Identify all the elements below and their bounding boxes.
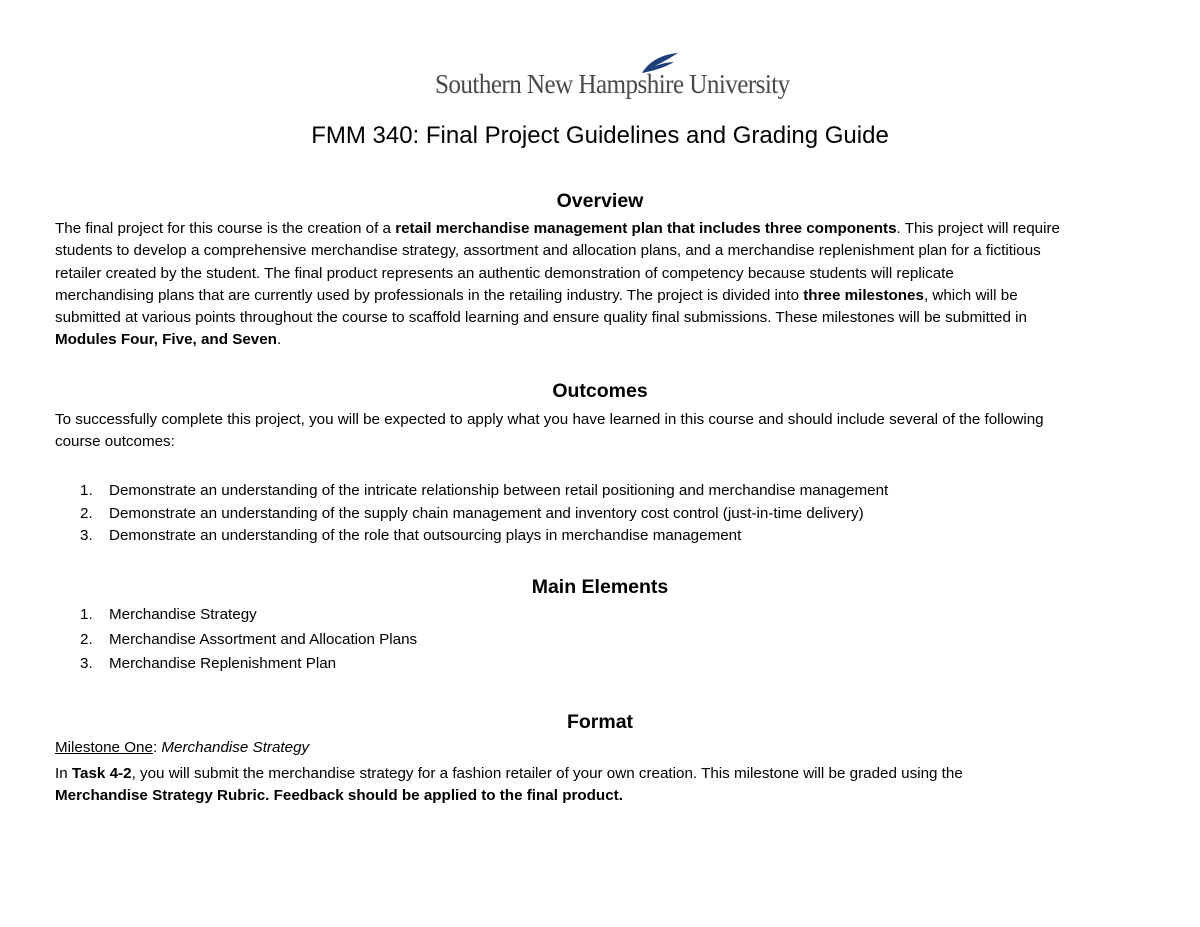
list-item: 2. Demonstrate an understanding of the supply chain management and inventory cost control (just-in-time delivery): [80, 504, 864, 522]
main-elements-heading: Main Elements: [531, 576, 669, 598]
list-item: 2. Merchandise Assortment and Allocation Plans: [80, 630, 418, 648]
overview-paragraph: [55, 218, 1155, 352]
university-name: Southern New Hampshire University: [435, 69, 790, 99]
outcomes-intro-line: To successfully complete this project, you will be expected to apply what you have learned in this course and should include several of the following: [55, 411, 1044, 428]
overview-line: submitted at various points throughout the course to scaffold learning and ensure quality final submissions. These milestones will be submitted in: [55, 309, 1027, 327]
overview-line: merchandising plans that are currently used by professionals in the retailing industry. The project is divided into three milestones, which will be: [55, 286, 1018, 304]
list-item: 1. Merchandise Strategy: [80, 606, 257, 623]
overview-line: students to develop a comprehensive merchandise strategy, assortment and allocation plans, and a merchandise replenishment plan for a fictitious: [55, 242, 1041, 260]
overview-line: retailer created by the student. The final product represents an authentic demonstration of competency because students will replicate: [55, 264, 954, 282]
overview-line: The final project for this course is the creation of a retail merchandise management plan that includes three components. This project will require: [55, 220, 1060, 237]
university-logo: [435, 52, 790, 104]
outcomes-intro-line: course outcomes:: [55, 433, 175, 451]
format-heading: Format: [566, 711, 634, 733]
main-elements-list: [80, 603, 417, 677]
overview-line: Modules Four, Five, and Seven.: [55, 331, 282, 349]
page-title: FMM 340: Final Project Guidelines and Grading Guide: [311, 122, 889, 149]
format-line: In Task 4-2, you will submit the merchandise strategy for a fashion retailer of your own creation. This milestone will be graded using the: [55, 765, 963, 782]
outcomes-heading: Outcomes: [552, 380, 648, 402]
list-item: 3. Merchandise Replenishment Plan: [80, 655, 337, 672]
list-item: 3. Demonstrate an understanding of the role that outsourcing plays in merchandise management: [80, 527, 742, 545]
list-item: 1. Demonstrate an understanding of the intricate relationship between retail positioning and merchandise management: [80, 482, 889, 499]
outcomes-intro: [55, 409, 1155, 454]
overview-heading: Overview: [556, 190, 644, 212]
milestone-one-label: Milestone One: Merchandise Strategy: [55, 739, 310, 756]
format-line: Merchandise Strategy Rubric. Feedback should be applied to the final product.: [55, 787, 623, 805]
format-paragraph: [55, 763, 1155, 808]
outcomes-list: [80, 480, 888, 548]
